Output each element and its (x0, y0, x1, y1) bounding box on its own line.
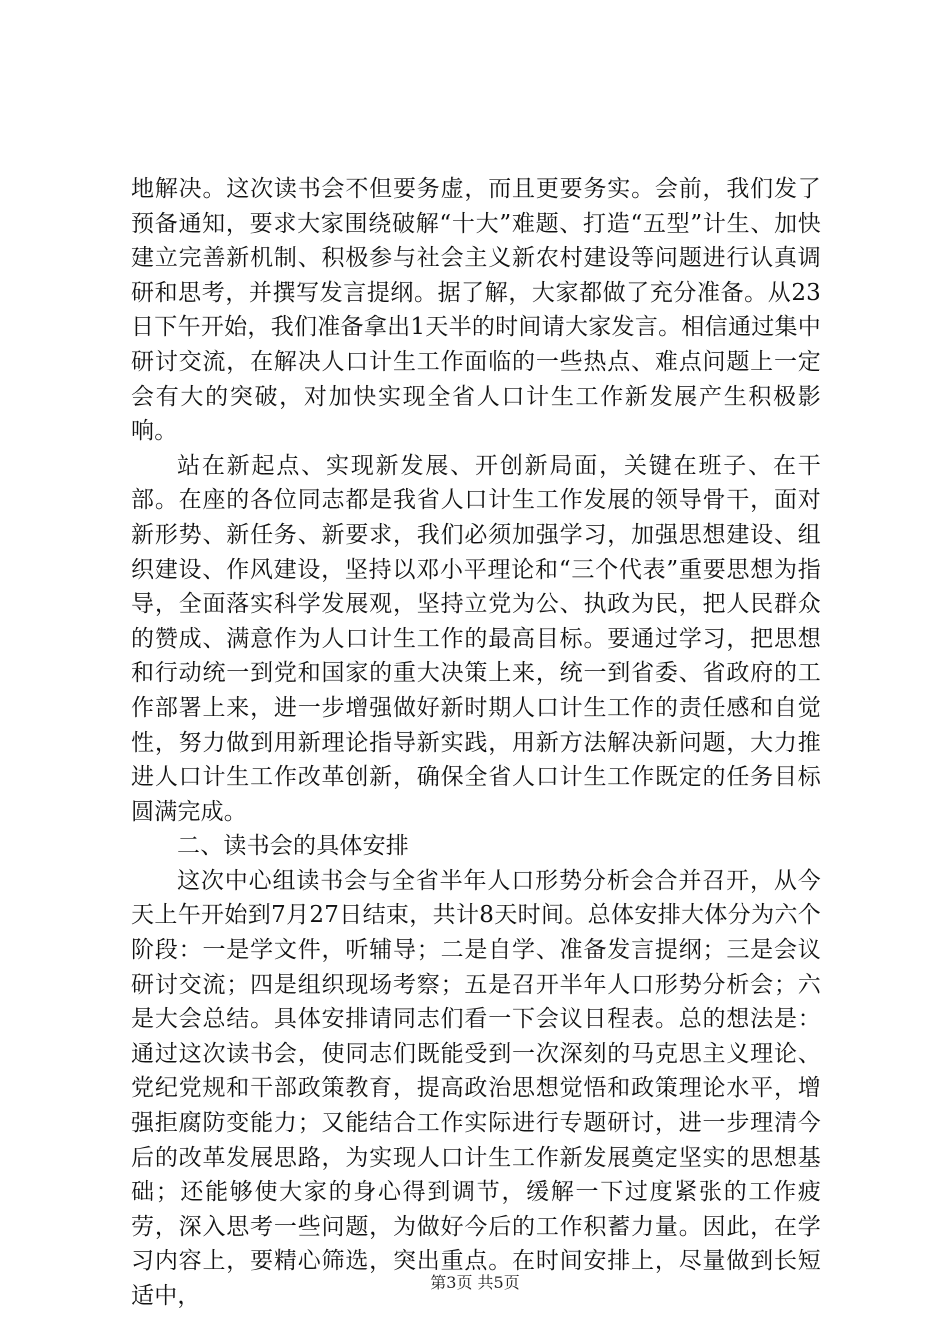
paragraph-continuation: 地解决。这次读书会不但要务虚，而且更要务实。会前，我们发了预备通知，要求大家围绕破解“十大”难题、打造“五型”计生、加快建立完善新机制、积极参与社会主义新农村建设等问题进行认真调研和思考，并撰写发言提纲。据了解，大家都做了充分准备。从23日下午开始，我们准备拿出1天半的时间请大家发言。相信通过集中研讨交流，在解决人口计生工作面临的一些热点、难点问题上一定会有大的突破，对加快实现全省人口计生工作新发展产生积极影响。 (131, 176, 821, 445)
document-body (131, 172, 821, 1314)
paragraph-arrangement: 这次中心组读书会与全省半年人口形势分析会合并召开，从今天上午开始到7月27日结束，共计8天时间。总体安排大体分为六个阶段：一是学文件，听辅导；二是自学、准备发言提纲；三是会议研讨交流；四是组织现场考察；五是召开半年人口形势分析会；六是大会总结。具体安排请同志们看一下会议日程表。总的想法是：通过这次读书会，使同志们既能受到一次深刻的马克思主义理论、党纪党规和干部政策教育，提高政治思想觉悟和政策理论水平，增强拒腐防变能力；又能结合工作实际进行专题研讨，进一步理清今后的改革发展思路，为实现人口计生工作新发展奠定坚实的思想基础；还能够使大家的身心得到调节，缓解一下过度紧张的工作疲劳，深入思考一些问题，为做好今后的工作积蓄力量。因此，在学习内容上，要精心筛选，突出重点。在时间安排上，尽量做到长短适中， (131, 867, 821, 1309)
section-heading: 二、读书会的具体安排 (177, 833, 409, 860)
paragraph-cadre-study: 站在新起点、实现新发展、开创新局面，关键在班子、在干部。在座的各位同志都是我省人口计生工作发展的领导骨干，面对新形势、新任务、新要求，我们必须加强学习，加强思想建设、组织建设、作风建设，坚持以邓小平理论和“三个代表”重要思想为指导，全面落实科学发展观，坚持立党为公、执政为民，把人民群众的赞成、满意作为人口计生工作的最高目标。要通过学习，把思想和行动统一到党和国家的重大决策上来，统一到省委、省政府的工作部署上来，进一步增强做好新时期人口计生工作的责任感和自觉性，努力做到用新理论指导新实践，用新方法解决新问题，大力推进人口计生工作改革创新，确保全省人口计生工作既定的任务目标圆满完成。 (131, 452, 821, 825)
page-number-footer: 第3页 共5页 (430, 1273, 520, 1292)
